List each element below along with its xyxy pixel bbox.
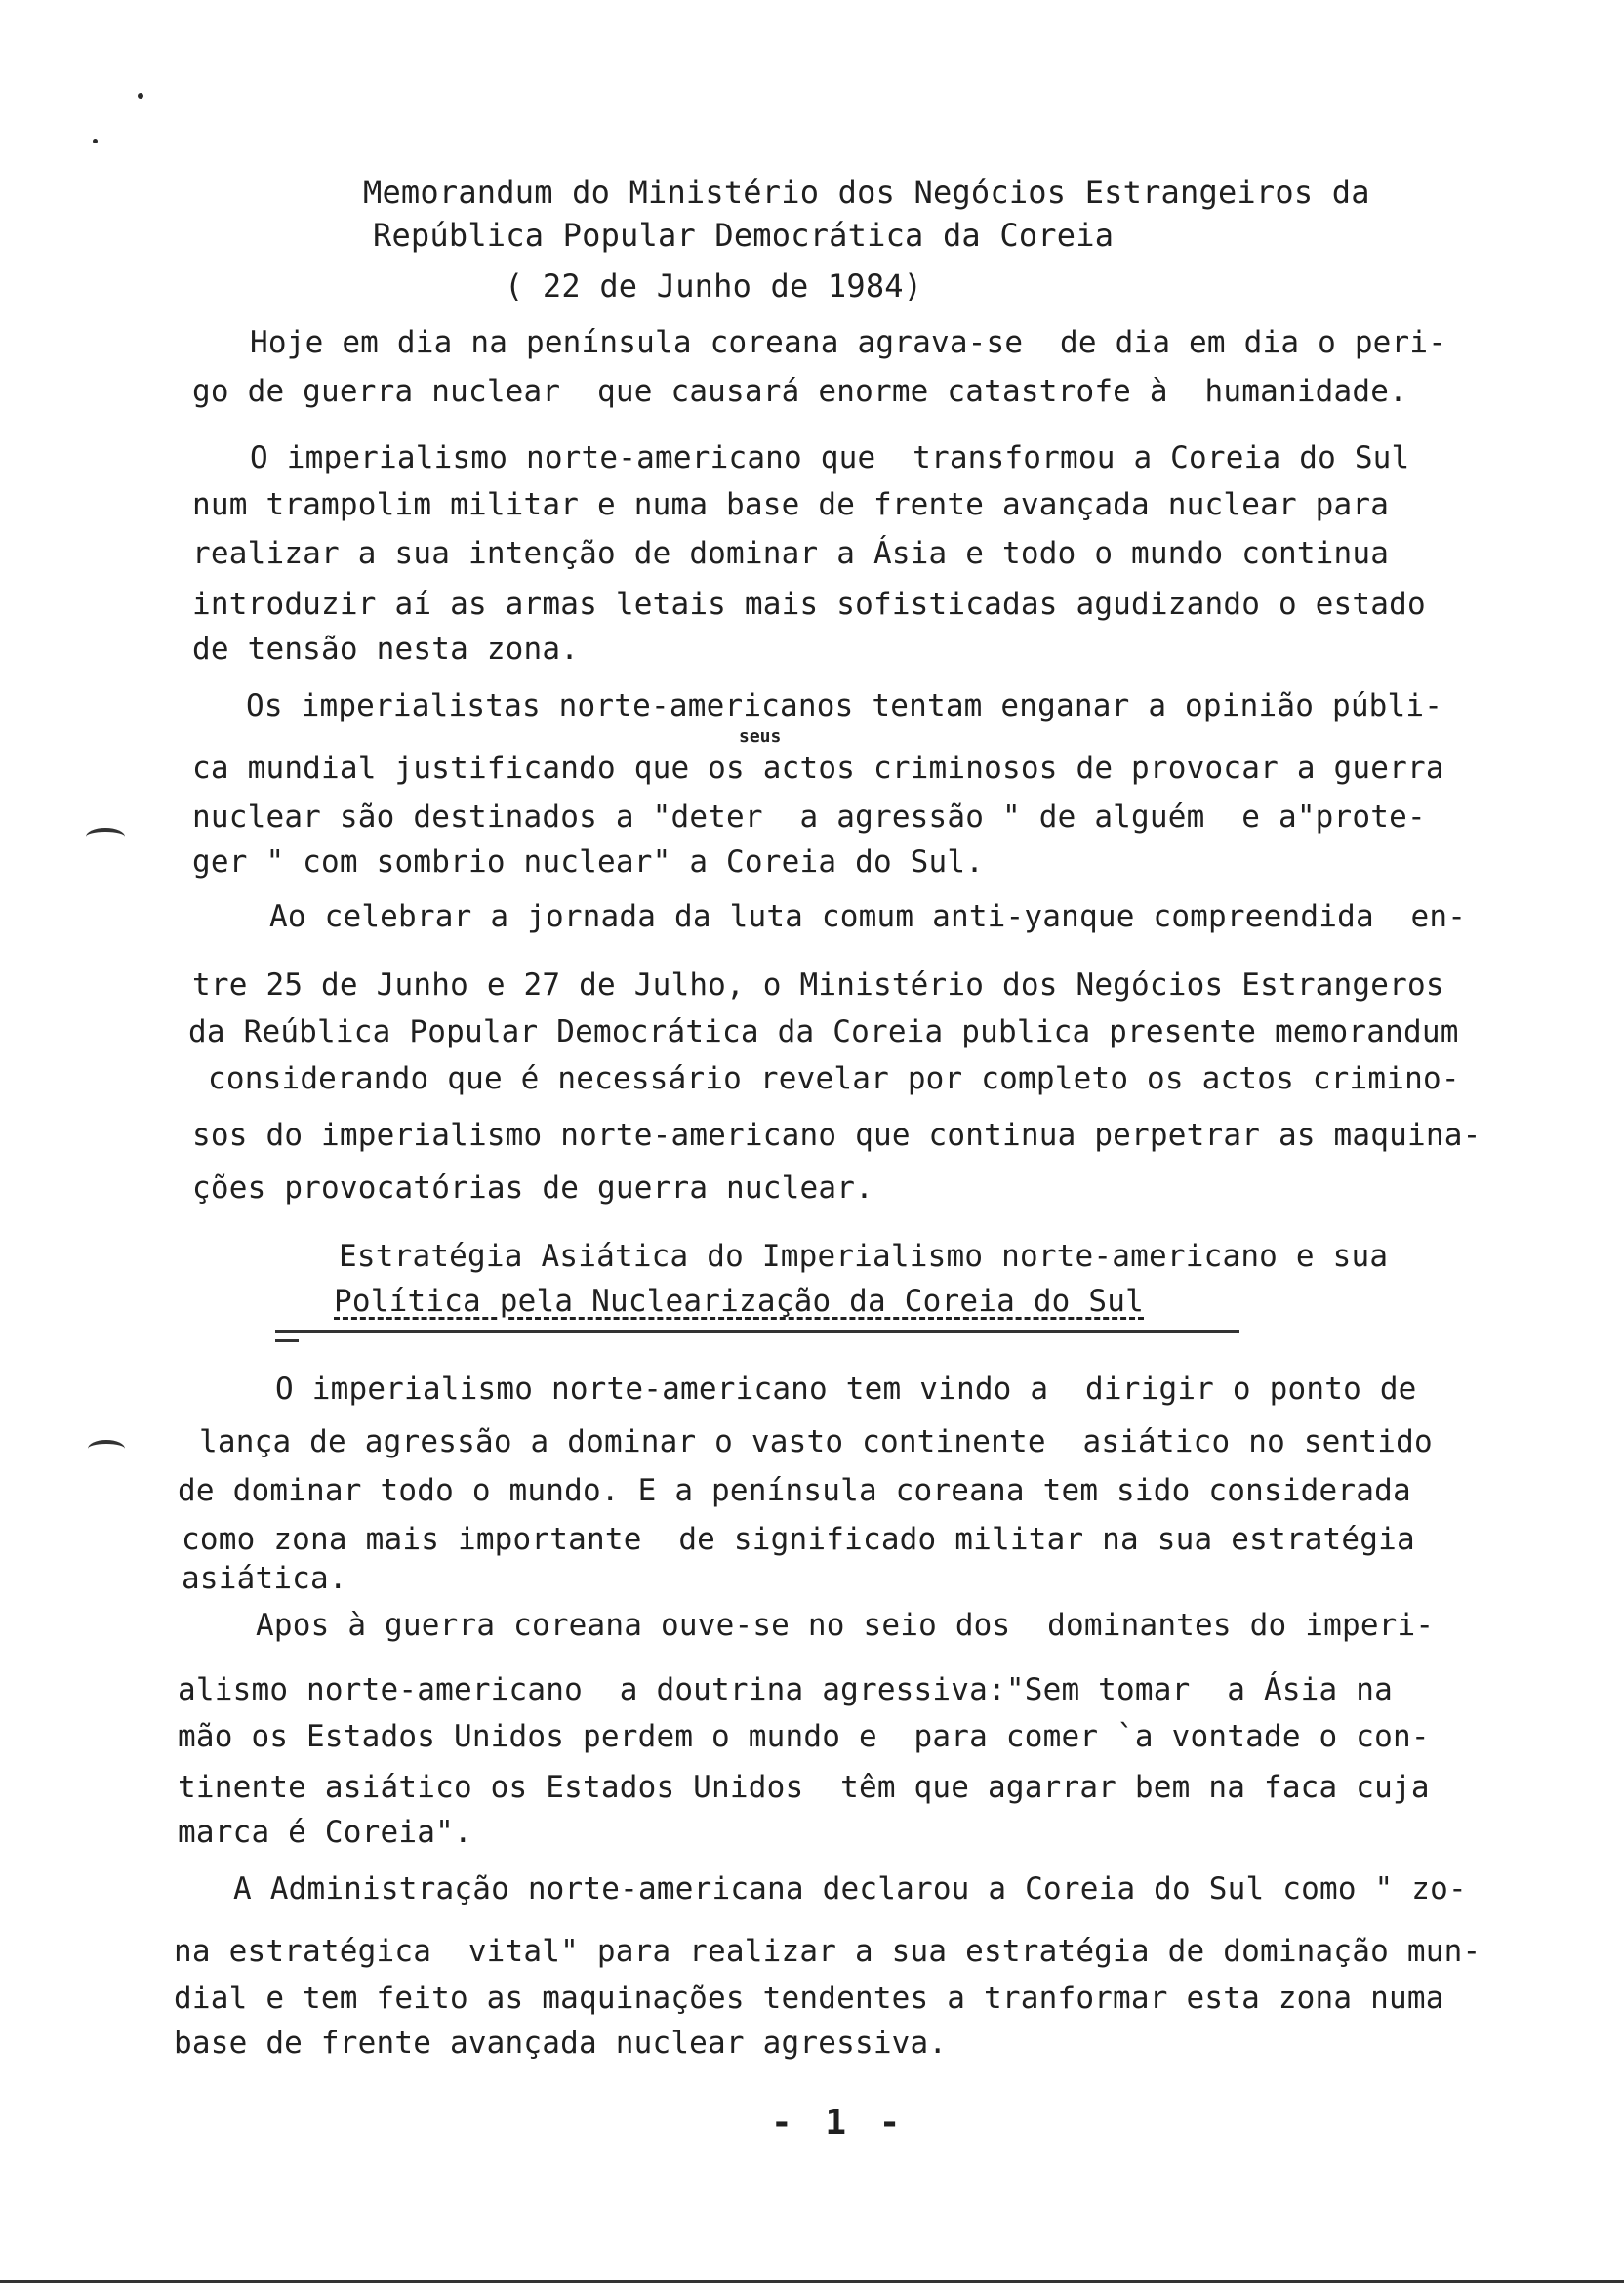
paragraph-2-line-1: O imperialismo norte-americano que transformou a Coreia do Sul: [250, 440, 1410, 475]
paragraph-2-line-3: realizar a sua intenção de dominar a Ásia e todo o mundo continua: [192, 536, 1390, 571]
page-number: - 1 -: [771, 2103, 907, 2143]
paragraph-2-line-2: num trampolim militar e numa base de frente avançada nuclear para: [192, 487, 1390, 522]
paragraph-4-line-4: considerando que é necessário revelar por completo os actos crimino-: [208, 1061, 1460, 1096]
paragraph-4-line-3: da Reública Popular Democrática da Coreia publica presente memorandum: [188, 1014, 1459, 1049]
memo-title-line-2: República Popular Democrática da Coreia: [373, 217, 1115, 254]
paragraph-3-line-4: ger " com sombrio nuclear" a Coreia do Sul.: [192, 844, 985, 880]
bottom-edge-rule: [0, 2280, 1624, 2283]
paragraph-6-line-1: Apos à guerra coreana ouve-se no seio dos dominantes do imperi-: [256, 1608, 1435, 1643]
paragraph-5-line-5: asiática.: [182, 1561, 347, 1596]
paragraph-7-line-3: dial e tem feito as maquinações tendentes a tranformar esta zona numa: [174, 1981, 1444, 2016]
punch-hole-mark: [88, 1440, 125, 1457]
ink-speck: [138, 93, 143, 99]
paragraph-3-line-2: ca mundial justificando que os actos criminosos de provocar a guerra: [192, 751, 1444, 786]
paragraph-1-line-1: Hoje em dia na península coreana agrava-se de dia em dia o peri-: [250, 325, 1447, 360]
paragraph-4-line-1: Ao celebrar a jornada da luta comum anti-yanque compreendida en-: [269, 899, 1467, 934]
paragraph-6-line-2: alismo norte-americano a doutrina agressiva:"Sem tomar a Ásia na: [178, 1672, 1393, 1707]
paragraph-4-line-6: ções provocatórias de guerra nuclear.: [192, 1170, 873, 1206]
section-heading-line-2: Política pela Nuclearização da Coreia do Sul: [334, 1284, 1144, 1319]
paragraph-7-line-4: base de frente avançada nuclear agressiva.: [174, 2026, 948, 2061]
paragraph-4-line-2: tre 25 de Junho e 27 de Julho, o Ministério dos Negócios Estrangeros: [192, 967, 1444, 1003]
memo-title-line-1: Memorandum do Ministério dos Negócios Estrangeiros da: [363, 174, 1370, 211]
paragraph-5-line-4: como zona mais importante de significado militar na sua estratégia: [182, 1522, 1415, 1557]
paragraph-7-line-1: A Administração norte-americana declarou a Coreia do Sul como " zo-: [233, 1871, 1467, 1906]
paragraph-6-line-4: tinente asiático os Estados Unidos têm que agarrar bem na faca cuja: [178, 1770, 1430, 1805]
paragraph-4-line-5: sos do imperialismo norte-americano que continua perpetrar as maquina-: [192, 1118, 1482, 1153]
punch-hole-mark: [86, 828, 125, 845]
memo-date: ( 22 de Junho de 1984): [505, 267, 923, 305]
paragraph-1-line-2: go de guerra nuclear que causará enorme catastrofe à humanidade.: [192, 374, 1407, 409]
paragraph-6-line-5: marca é Coreia".: [178, 1815, 472, 1850]
paragraph-2-line-4: introduzir aí as armas letais mais sofisticadas agudizando o estado: [192, 587, 1426, 622]
paragraph-3-line-1: Os imperialistas norte-americanos tentam enganar a opinião públi-: [246, 688, 1443, 723]
ink-speck: [93, 139, 98, 144]
heading-margin-dash: [275, 1339, 299, 1342]
heading-underline: [275, 1330, 1239, 1332]
section-heading-line-1: Estratégia Asiática do Imperialismo norte-americano e sua: [339, 1239, 1389, 1274]
paragraph-5-line-3: de dominar todo o mundo. E a península coreana tem sido considerada: [178, 1473, 1411, 1508]
paragraph-6-line-3: mão os Estados Unidos perdem o mundo e para comer `a vontade o con-: [178, 1719, 1430, 1754]
paragraph-2-line-5: de tensão nesta zona.: [192, 632, 580, 667]
paragraph-3-line-3: nuclear são destinados a "deter a agressão " de alguém e a"prote-: [192, 800, 1426, 835]
paragraph-7-line-2: na estratégica vital" para realizar a sua estratégia de dominação mun-: [174, 1934, 1482, 1969]
overtyped-correction: seus: [739, 726, 782, 747]
paragraph-5-line-1: O imperialismo norte-americano tem vindo a dirigir o ponto de: [275, 1372, 1417, 1407]
paragraph-5-line-2: lança de agressão a dominar o vasto continente asiático no sentido: [199, 1424, 1433, 1459]
